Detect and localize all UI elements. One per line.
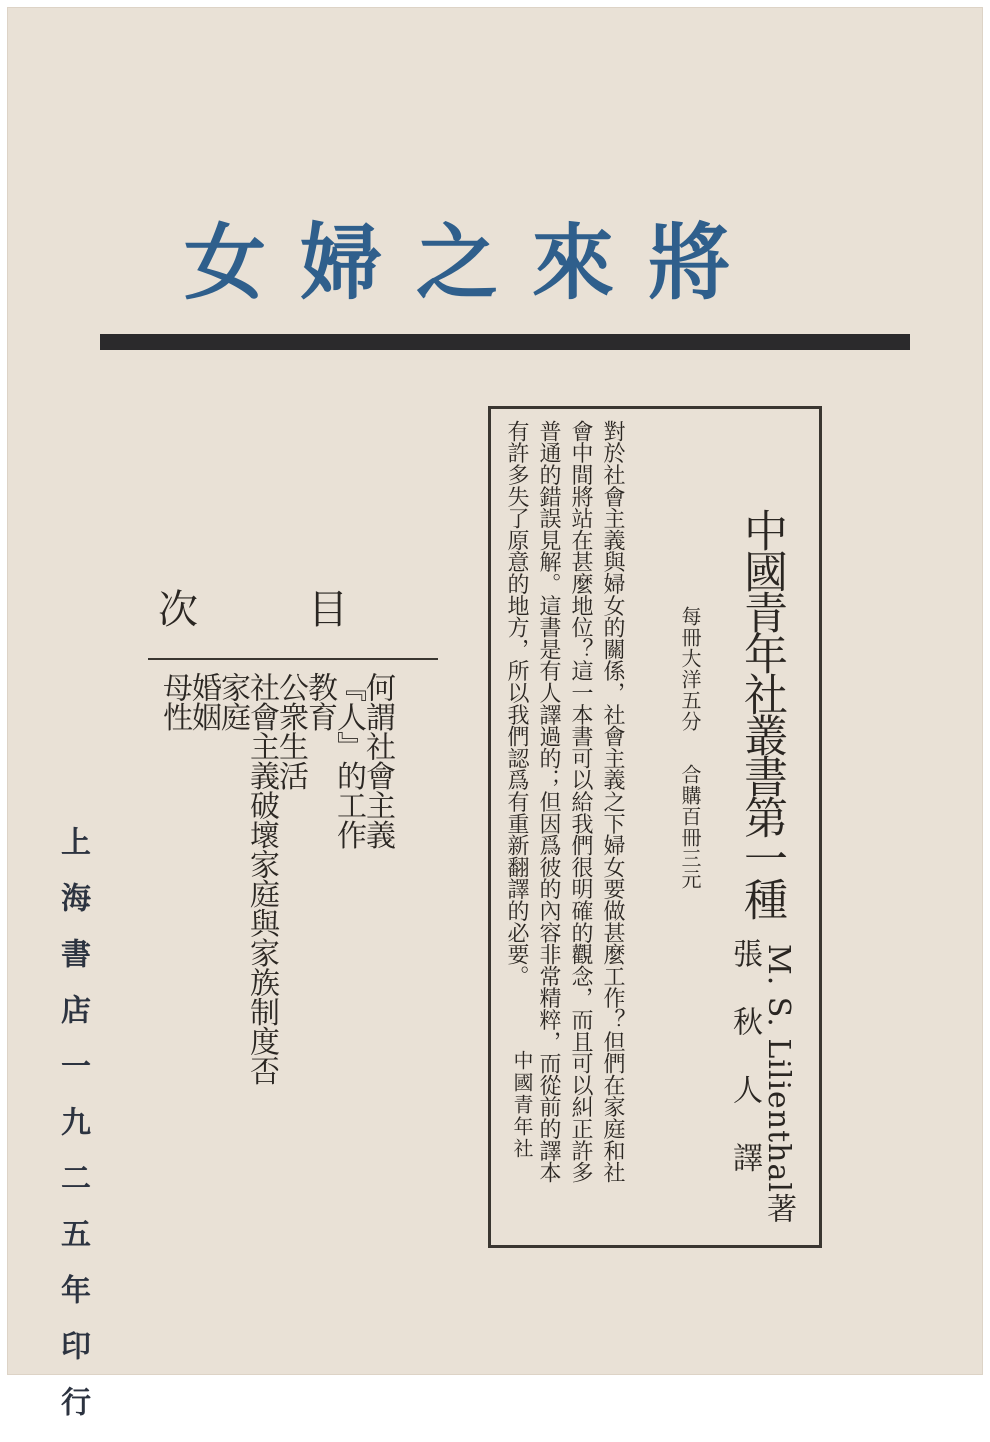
translator-suffix: 譯 (727, 1142, 762, 1172)
toc-item: 家庭 (215, 672, 250, 731)
book-title (184, 214, 824, 314)
price-bulk: 合購百冊三元 (678, 764, 702, 890)
translator-name: 張秋人 (727, 938, 762, 1142)
author-name: M. S. Lilienthal (761, 944, 796, 1193)
title-rule (100, 334, 910, 350)
translator-credit (726, 938, 762, 1172)
author-credit (760, 944, 796, 1224)
toc-item: 何謂社會主義 (360, 672, 395, 849)
toc-item: 『人』的工作 (331, 672, 366, 849)
toc-item: 母性 (157, 672, 192, 731)
toc-heading (158, 586, 458, 634)
toc-item: 社會主義破壞家庭與家族制度否 (244, 672, 279, 1085)
table-of-contents (157, 672, 395, 1085)
blurb-line: 普通的錯誤見解。這書是有人譯過的；但因爲彼的內容非常精粹，而從前的譯本 (536, 420, 561, 1184)
publisher-imprint: 上海書店一九二五年印行 (55, 826, 90, 1442)
blurb-signature: 中國青年社 (510, 1050, 534, 1160)
toc-item: 公衆生活 (273, 672, 308, 790)
toc-heading-text: 目次 (158, 587, 458, 633)
book-title-text: 將來之婦女 (184, 216, 765, 311)
blurb-line: 對於社會主義與婦女的關係，社會主義之下婦女要做甚麼工作？但們在家庭和社 (600, 420, 625, 1184)
blurb-line: 會中間將站在甚麼地位？這一本書可以給我們很明確的觀念，而且可以糾正許多 (568, 420, 593, 1184)
document-page (8, 8, 982, 1442)
price-info (675, 606, 705, 926)
author-suffix: 著 (761, 1192, 796, 1224)
toc-rule (148, 658, 438, 660)
series-name: 中國青年社叢書第一種 (736, 508, 787, 918)
price-each: 每冊大洋五分 (678, 606, 702, 732)
blurb-line: 有許多失了原意的地方，所以我們認爲有重新翻譯的必要。 (504, 420, 529, 987)
toc-item: 婚姻 (186, 672, 221, 731)
toc-item: 教育 (302, 672, 337, 731)
